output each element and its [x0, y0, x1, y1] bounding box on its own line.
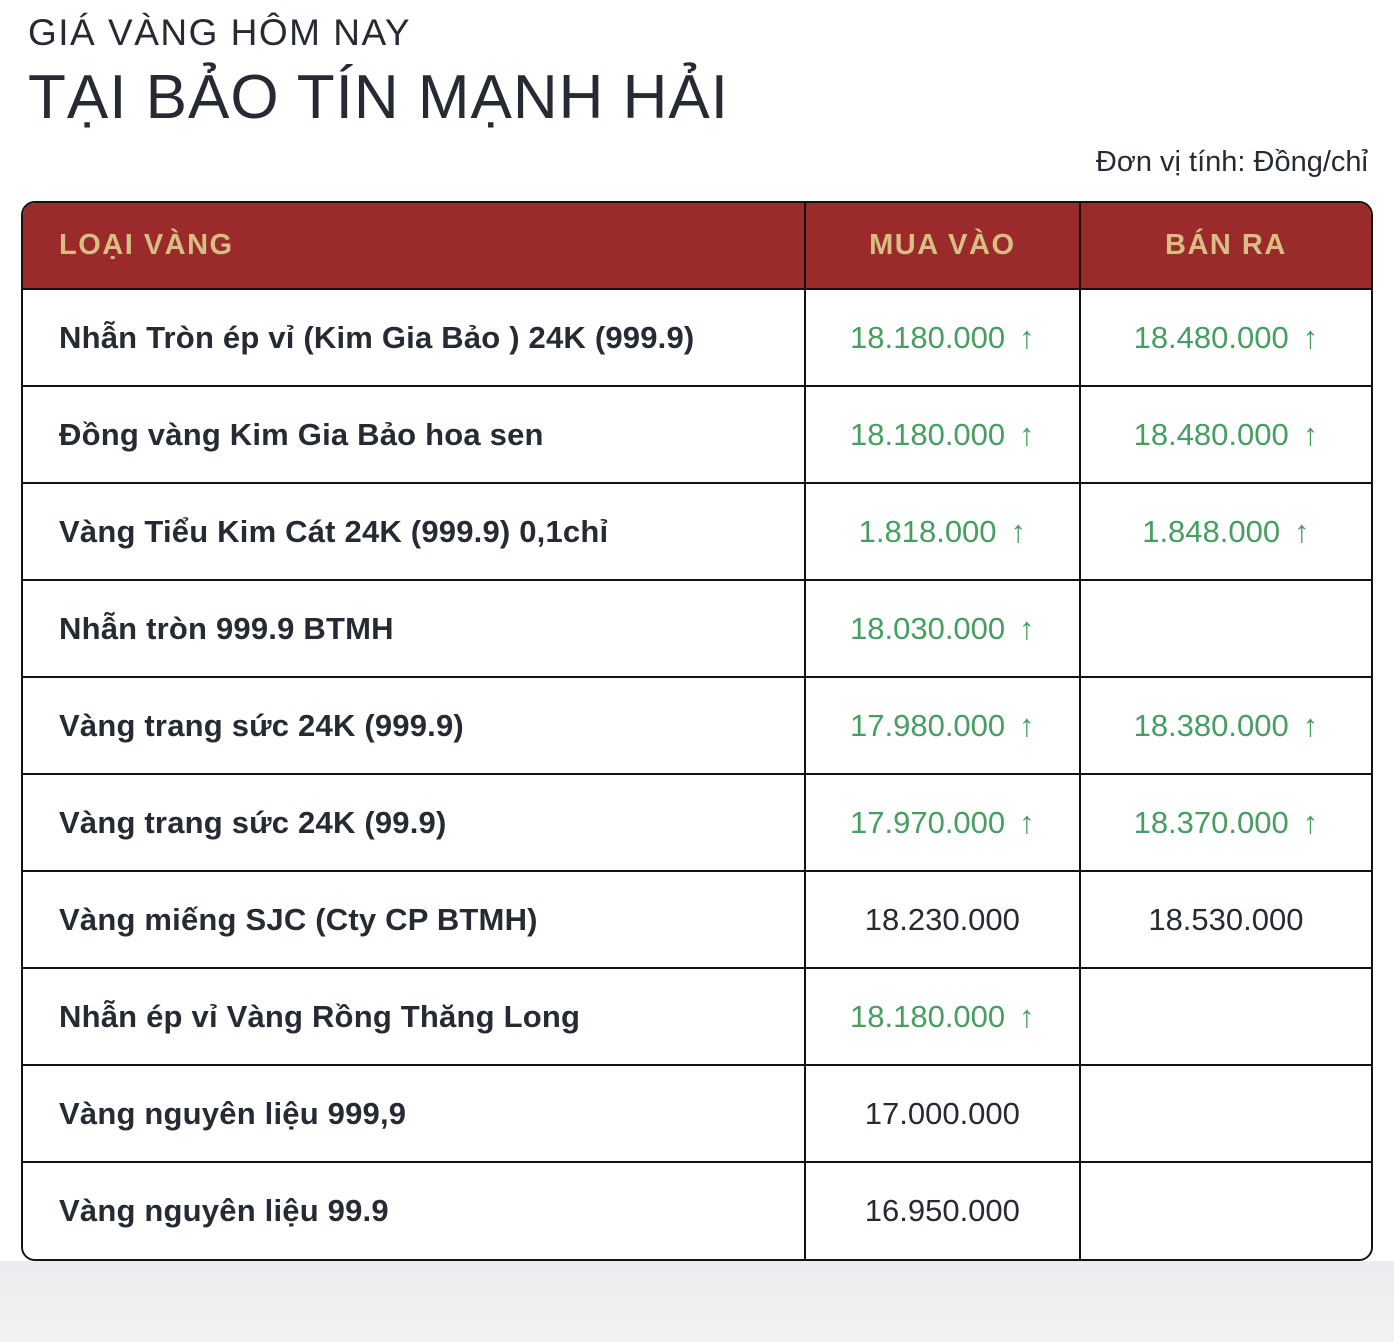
- buy-price-value: 18.180.000: [850, 416, 1006, 452]
- table-row: [23, 289, 1371, 386]
- gold-type-cell: Nhẫn ép vỉ Vàng Rồng Thăng Long: [23, 968, 805, 1065]
- buy-price-cell: [805, 483, 1080, 580]
- price-up-arrow-icon: ↑: [1302, 804, 1319, 840]
- price-up-arrow-icon: ↑: [1302, 416, 1319, 452]
- buy-price-cell: [805, 968, 1080, 1065]
- buy-price-value: 17.980.000: [850, 707, 1006, 743]
- sell-price-value: 18.480.000: [1133, 416, 1289, 452]
- price-up-arrow-icon: ↑: [1019, 319, 1035, 355]
- header-row: [23, 203, 1371, 289]
- price-up-arrow-icon: ↑: [1294, 513, 1310, 549]
- buy-price-value: 18.180.000: [850, 319, 1006, 355]
- sell-price-cell: [1080, 871, 1371, 968]
- unit-row: [0, 132, 1394, 179]
- buy-price-value: 18.030.000: [850, 610, 1006, 646]
- sell-price-cell: [1080, 1162, 1371, 1259]
- gold-type-cell: Vàng Tiểu Kim Cát 24K (999.9) 0,1chỉ: [23, 483, 805, 580]
- price-table-body: [23, 289, 1371, 1259]
- buy-price-cell: [805, 580, 1080, 677]
- buy-price-cell: [805, 1162, 1080, 1259]
- sell-price-value: 18.370.000: [1133, 804, 1289, 840]
- price-up-arrow-icon: ↑: [1019, 998, 1035, 1034]
- column-header-sell: BÁN RA: [1080, 203, 1371, 289]
- buy-price-value: 17.970.000: [850, 804, 1006, 840]
- price-up-arrow-icon: ↑: [1019, 416, 1035, 452]
- gold-price-table-container: [21, 201, 1373, 1261]
- table-row: [23, 968, 1371, 1065]
- buy-price-value: 17.000.000: [864, 1095, 1020, 1131]
- price-up-arrow-icon: ↑: [1302, 319, 1319, 355]
- table-row: [23, 386, 1371, 483]
- table-row: [23, 1162, 1371, 1259]
- table-row: [23, 871, 1371, 968]
- buy-price-cell: [805, 289, 1080, 386]
- table-row: [23, 580, 1371, 677]
- price-up-arrow-icon: ↑: [1019, 707, 1035, 743]
- gold-type-cell: Vàng miếng SJC (Cty CP BTMH): [23, 871, 805, 968]
- gold-type-cell: Vàng nguyên liệu 99.9: [23, 1162, 805, 1259]
- footer-strip: [0, 1261, 1394, 1342]
- sell-price-value: 18.380.000: [1133, 707, 1289, 743]
- gold-type-cell: Đồng vàng Kim Gia Bảo hoa sen: [23, 386, 805, 483]
- page-title: TẠI BẢO TÍN MẠNH HẢI: [28, 63, 729, 132]
- unit-note: Đơn vị tính: Đồng/chỉ: [1095, 146, 1368, 179]
- gold-type-cell: Vàng trang sức 24K (99.9): [23, 774, 805, 871]
- sell-price-cell: [1080, 968, 1371, 1065]
- sell-price-cell: [1080, 483, 1371, 580]
- buy-price-cell: [805, 1065, 1080, 1162]
- table-row: [23, 483, 1371, 580]
- price-up-arrow-icon: ↑: [1010, 513, 1027, 549]
- buy-price-cell: [805, 386, 1080, 483]
- sell-price-value: 18.480.000: [1133, 319, 1289, 355]
- buy-price-value: 16.950.000: [864, 1193, 1020, 1229]
- price-up-arrow-icon: ↑: [1302, 707, 1319, 743]
- buy-price-cell: [805, 774, 1080, 871]
- price-up-arrow-icon: ↑: [1019, 804, 1035, 840]
- buy-price-value: 18.230.000: [864, 901, 1020, 937]
- sell-price-cell: [1080, 289, 1371, 386]
- buy-price-value: 1.818.000: [858, 513, 997, 549]
- table-header: [23, 203, 1371, 289]
- table-row: [23, 1065, 1371, 1162]
- sell-price-value: 1.848.000: [1142, 513, 1281, 549]
- buy-price-value: 18.180.000: [850, 998, 1006, 1034]
- sell-price-value: 18.530.000: [1148, 901, 1304, 937]
- gold-type-cell: Vàng nguyên liệu 999,9: [23, 1065, 805, 1162]
- price-up-arrow-icon: ↑: [1019, 610, 1035, 646]
- table-row: [23, 677, 1371, 774]
- gold-type-cell: Vàng trang sức 24K (999.9): [23, 677, 805, 774]
- sell-price-cell: [1080, 1065, 1371, 1162]
- sell-price-cell: [1080, 774, 1371, 871]
- buy-price-cell: [805, 677, 1080, 774]
- gold-type-cell: Nhẫn Tròn ép vỉ (Kim Gia Bảo ) 24K (999.9): [23, 289, 805, 386]
- gold-type-cell: Nhẫn tròn 999.9 BTMH: [23, 580, 805, 677]
- column-header-gold-type: LOẠI VÀNG: [23, 203, 805, 289]
- buy-price-cell: [805, 871, 1080, 968]
- masthead: [0, 0, 1394, 132]
- sell-price-cell: [1080, 580, 1371, 677]
- sell-price-cell: [1080, 386, 1371, 483]
- gold-price-table: [23, 203, 1371, 1259]
- table-row: [23, 774, 1371, 871]
- sell-price-cell: [1080, 677, 1371, 774]
- column-header-buy: MUA VÀO: [805, 203, 1080, 289]
- page-kicker: GIÁ VÀNG HÔM NAY: [28, 12, 412, 53]
